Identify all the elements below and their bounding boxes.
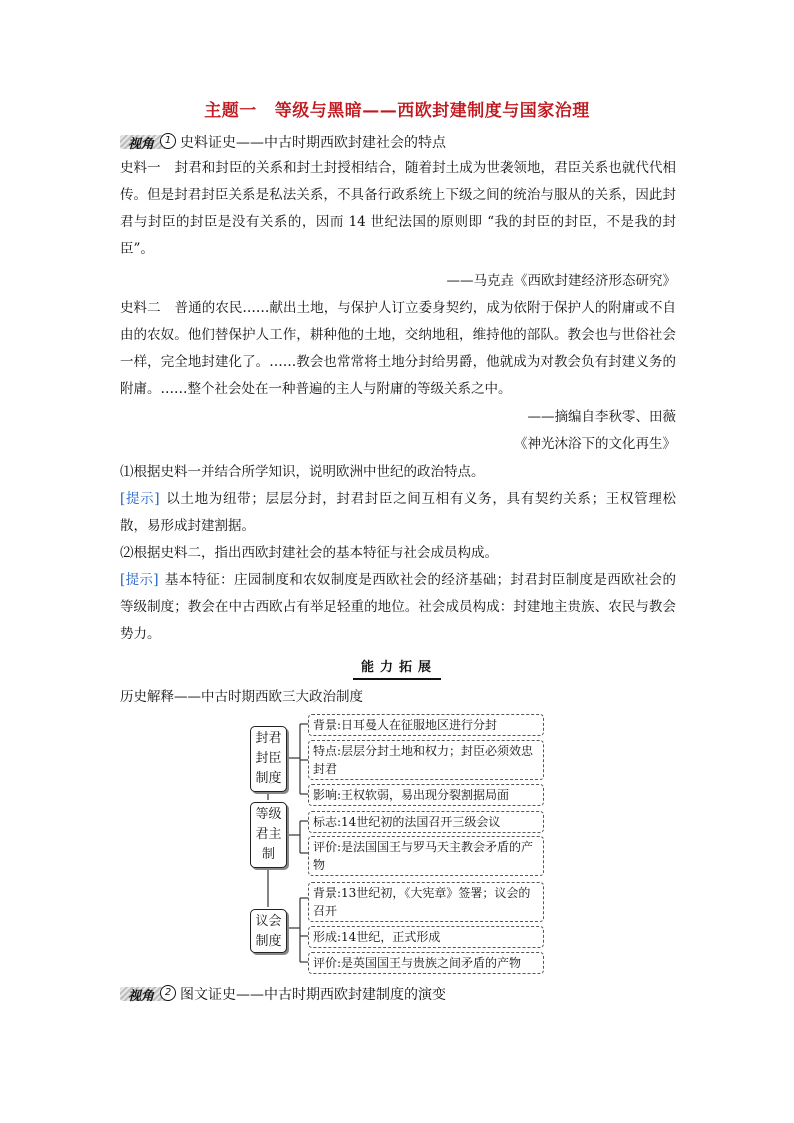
badge-text: 视角 (128, 137, 155, 152)
node-parliament-system (250, 909, 287, 953)
leaf-feudal-impact: 影响:王权软弱，易出现分裂割据局面 (308, 784, 544, 806)
question-1: ⑴根据史料一并结合所学知识，说明欧洲中世纪的政治特点。 (120, 464, 485, 480)
hint-text: 以土地为纽带；层层分封，封君封臣之间互相有义务，具有契约关系；王权管理松散，易形成封建割据。 (120, 491, 676, 534)
material-1-label: 史料一 (120, 160, 161, 176)
material-2-text: 普通的农民……献出土地，与保护人订立委身契约，成为依附于保护人的附庸或不自由的农奴。他们替保护人工作，耕种他的土地，交纳地租，维持他的部队。教会也与世俗社会一样，完全地封建化了。……教会也常常将土地分封给男爵，他就成为对教会负有封建义务的附庸。……整个社会处在一种普遍的主人与附庸的等级关系之中。 (120, 300, 677, 397)
viewpoint-badge-2 (120, 984, 176, 1004)
hint-label: [提示] (120, 491, 160, 507)
leaf-parliament-evaluation: 评价:是英国国王与贵族之间矛盾的产物 (308, 952, 544, 974)
material-1-source: ——马克垚《西欧封建经济形态研究》 (446, 273, 676, 289)
extension-title-text: 能力拓展 (353, 660, 441, 680)
material-2-label: 史料二 (120, 300, 161, 316)
title-part2: 等级与黑暗——西欧封建制度与国家治理 (274, 101, 590, 121)
viewpoint-1-title: 史料证史——中古时期西欧封建社会的特点 (180, 135, 446, 151)
badge-number: 1 (160, 133, 176, 149)
material-2-source-book: 《神光沐浴下的文化再生》 (514, 436, 676, 452)
extension-subtitle: 历史解释——中古时期西欧三大政治制度 (120, 689, 363, 705)
leaf-feudal-features: 特点:层层分封土地和权力；封臣必须效忠封君 (308, 740, 544, 780)
leaf-monarchy-symbol: 标志:14世纪初的法国召开三级会议 (308, 811, 544, 833)
leaf-parliament-background: 背景:13世纪初，《大宪章》签署；议会的召开 (308, 882, 544, 922)
leaf-monarchy-evaluation: 评价:是法国国王与罗马天主教会矛盾的产物 (308, 836, 544, 876)
node-text: 议会 制度 (255, 914, 282, 949)
viewpoint-2-title: 图文证史——中古时期西欧封建制度的演变 (180, 987, 446, 1003)
node-feudal-system (250, 726, 287, 792)
hint-label: [提示] (120, 572, 159, 588)
material-2-source-author: ——摘编自李秋零、田薇 (527, 409, 676, 425)
node-text: 等级 君主 制 (255, 807, 282, 862)
node-text: 封君 封臣 制度 (255, 731, 282, 786)
leaf-feudal-background: 背景:日耳曼人在征服地区进行分封 (308, 714, 544, 736)
node-estates-monarchy (250, 802, 287, 868)
viewpoint-2-heading (120, 983, 446, 1005)
badge-text: 视角 (128, 989, 155, 1004)
title-part1: 主题一 (204, 101, 257, 121)
hint-text: 基本特征：庄园制度和农奴制度是西欧社会的经济基础；封君封臣制度是西欧社会的等级制度；教会在中古西欧占有举足轻重的地位。社会成员构成：封建地主贵族、农民与教会势力。 (120, 572, 676, 642)
badge-number: 2 (160, 985, 176, 1001)
question-2: ⑵根据史料二，指出西欧封建社会的基本特征与社会成员构成。 (120, 545, 498, 561)
leaf-parliament-formation: 形成:14世纪，正式形成 (308, 926, 544, 948)
material-1-text: 封君和封臣的关系和封土封授相结合，随着封土成为世袭领地，君臣关系也就代代相传。但是封君封臣关系是私法关系，不具备行政系统上下级之间的统治与服从的关系，因此封君与封臣的封臣是没有关系的，因而 14 世纪法国的原则即 “我的封臣的封臣，不是我的封臣”。 (120, 160, 677, 257)
